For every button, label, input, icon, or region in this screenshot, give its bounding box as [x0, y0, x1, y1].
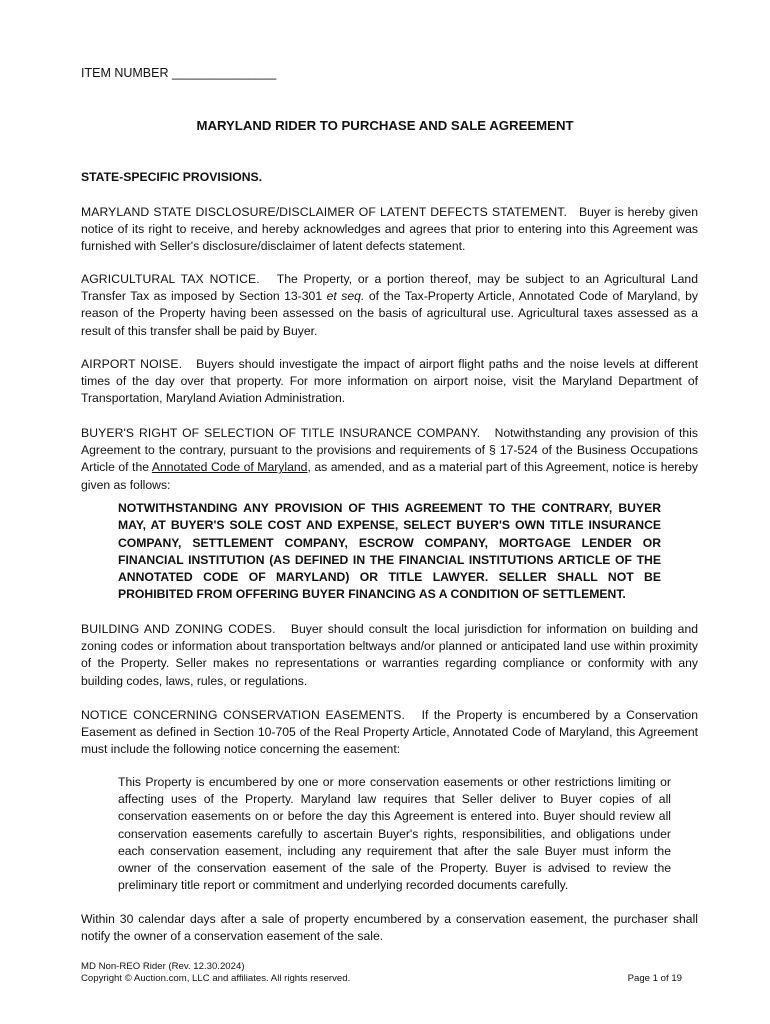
- disclosure-paragraph: [81, 204, 698, 256]
- item-number: ITEM NUMBER _______________: [81, 66, 277, 80]
- annotated-code-link: Annotated Code of Maryland: [151, 460, 308, 475]
- title-insurance-paragraph: [81, 425, 698, 494]
- building-label: BUILDING AND ZONING CODES.: [81, 622, 276, 636]
- title-insurance-label: BUYER'S RIGHT OF SELECTION OF TITLE INSURANCE COMPANY.: [81, 426, 481, 440]
- agricultural-label: AGRICULTURAL TAX NOTICE.: [81, 272, 260, 286]
- section-heading: STATE-SPECIFIC PROVISIONS.: [81, 170, 263, 184]
- airport-label: AIRPORT NOISE.: [81, 357, 183, 371]
- building-paragraph: [81, 621, 698, 690]
- disclosure-label: MARYLAND STATE DISCLOSURE/DISCLAIMER OF LATENT DEFECTS STATEMENT.: [81, 205, 567, 219]
- within-30-days-paragraph: Within 30 calendar days after a sale of property encumbered by a conservation easement, the purchaser shall notify the owner of a conservation easement of the sale.: [81, 912, 698, 944]
- airport-body: Buyers should investigate the impact of airport flight paths and the noise levels at different times of the day over that property. For more information on airport noise, visit the Maryland Department of Transportation, Maryland Aviation Administration.: [81, 357, 698, 406]
- building-body: Buyer should consult the local jurisdiction for information on building and zoning codes or information about transportation beltways and/or planned or anticipated land use within proximity of the Property. Seller makes no representations or warranties regarding compliance or conformity with any building codes, laws, rules, or regulations.: [81, 622, 699, 688]
- title-insurance-notice: NOTWITHSTANDING ANY PROVISION OF THIS AGREEMENT TO THE CONTRARY, BUYER MAY, AT BUYER'S SOLE COST AND EXPENSE, SELECT BUYER'S OWN TITLE INSURANCE COMPANY, SETTLEMENT COMPANY, ESCROW COMPANY, MORTGAGE LENDER OR FINANCIAL INSTITUTION (AS DEFINED IN THE FINANCIAL INSTITUTIONS ARTICLE OF THE ANNOTATED CODE OF MARYLAND) OR TITLE LAWYER. SELLER SHALL NOT BE PROHIBITED FROM OFFERING BUYER FINANCING AS A CONDITION OF SETTLEMENT.: [118, 501, 661, 602]
- title-insurance-body-pre: Notwithstanding any provision of this Agreement to the contrary, pursuant to the provisions and requirements of § 17-524 of the Business Occupations Article of the: [81, 426, 698, 475]
- conservation-label: NOTICE CONCERNING CONSERVATION EASEMENTS.: [81, 708, 406, 722]
- footer-left: [81, 961, 350, 985]
- disclosure-body: Buyer is hereby given notice of its right to receive, and hereby acknowledges and agrees that prior to entering into this Agreement was furnished with Seller's disclosure/disclaimer of latent defects statement.: [81, 205, 698, 254]
- conservation-body: If the Property is encumbered by a Conservation Easement as defined in Section 10-705 of the Real Property Article, Annotated Code of Maryland, this Agreement must include the following notice concerning the easement:: [81, 708, 698, 757]
- form-id: MD Non-REO Rider (Rev. 12.30.2024): [81, 961, 245, 972]
- document-title: MARYLAND RIDER TO PURCHASE AND SALE AGREEMENT: [196, 118, 574, 133]
- airport-paragraph: [81, 356, 698, 408]
- agricultural-paragraph: [81, 271, 698, 340]
- title-insurance-body-post: , as amended, and as a material part of this Agreement, notice is hereby given as follows:: [81, 460, 699, 492]
- agricultural-body-post: of the Tax-Property Article, Annotated Code of Maryland, by reason of the Property having been assessed on the basis of agricultural use. Agricultural taxes assessed as a result of this transfer shall be paid by Buyer.: [81, 289, 699, 338]
- page-number: Page 1 of 19: [627, 973, 682, 984]
- agricultural-body-em: et seq.: [326, 289, 365, 304]
- copyright: Copyright © Auction.com, LLC and affiliates. All rights reserved.: [81, 973, 351, 984]
- agricultural-body-pre: The Property, or a portion thereof, may be subject to an Agricultural Land Transfer Tax as imposed by Section 13-301: [81, 272, 698, 304]
- conservation-paragraph: [81, 707, 698, 759]
- conservation-notice: This Property is encumbered by one or more conservation easements or other restrictions limiting or affecting uses of the Property. Maryland law requires that Seller deliver to Buyer copies of all conservation easements on or before the day this Agreement is entered into. Buyer should review all conservation easements carefully to ascertain Buyer's rights, responsibilities, and obligations under each conservation easement, including any requirement that after the sale Buyer must inform the owner of the conservation easement of the sale of the Property. Buyer is advised to review the preliminary title report or commitment and underlying recorded documents carefully.: [118, 775, 671, 893]
